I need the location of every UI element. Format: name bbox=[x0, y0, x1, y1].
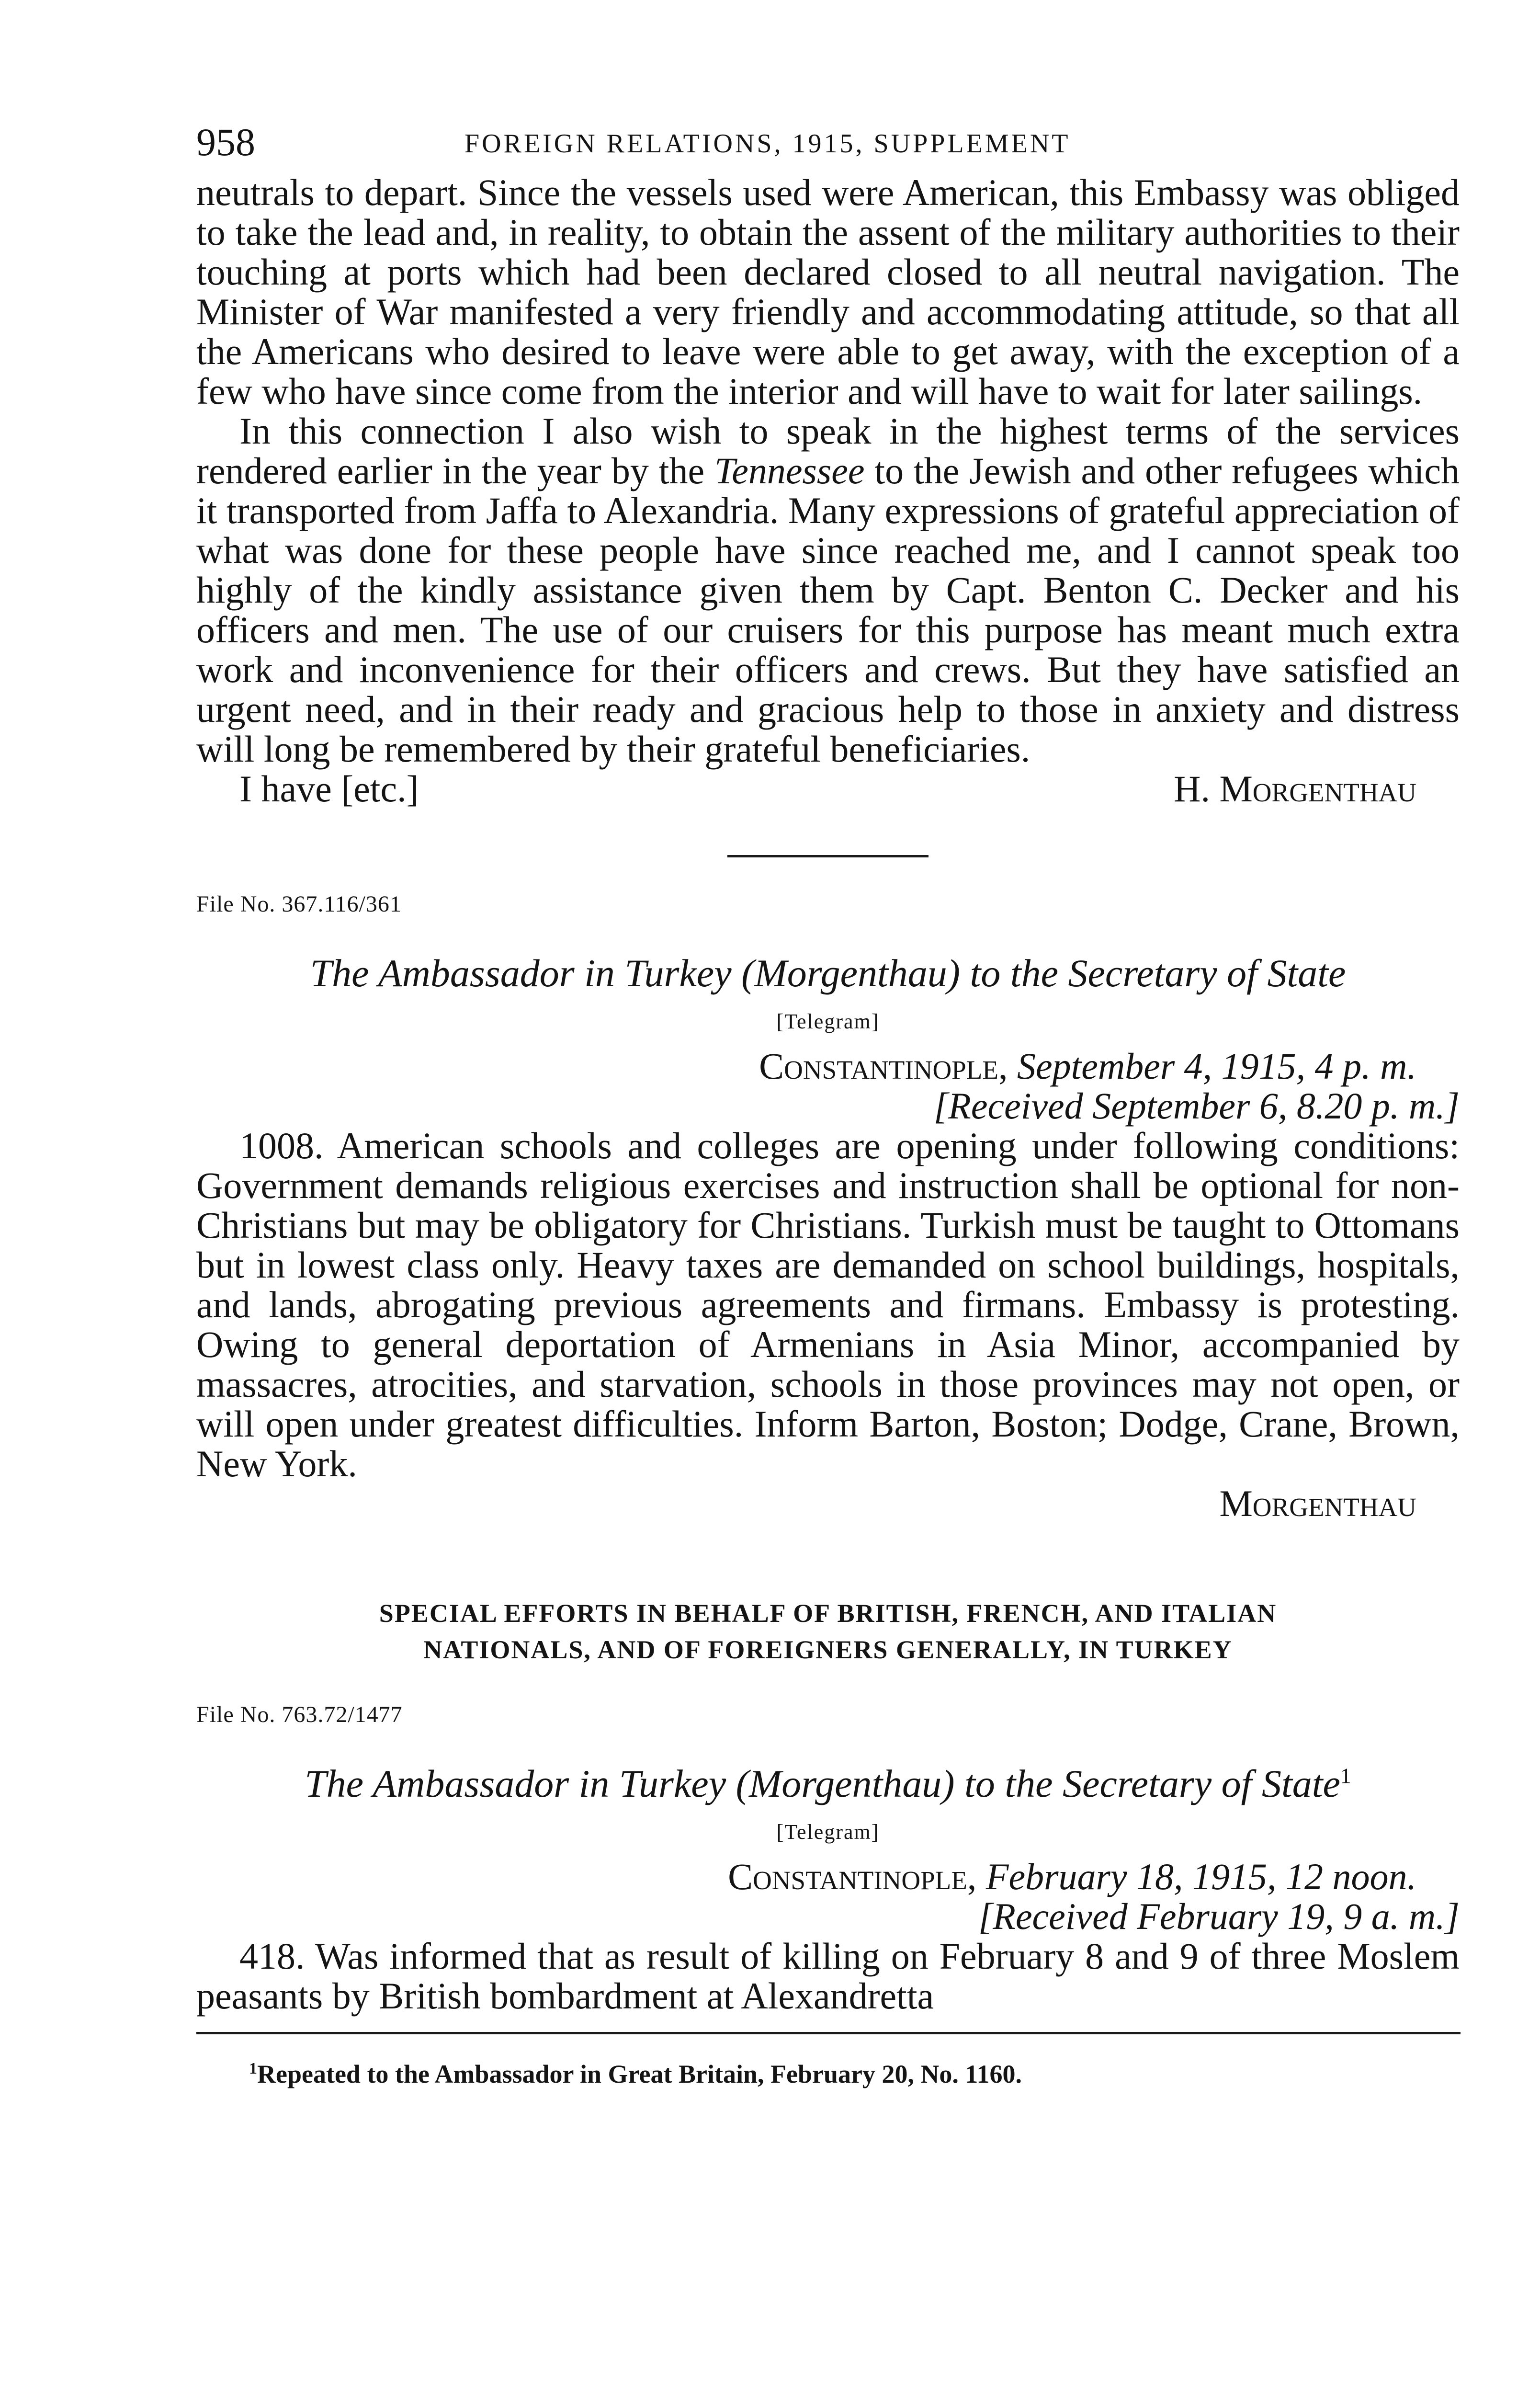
dateline-place: Constantinople, bbox=[759, 1045, 1008, 1087]
document-type: [Telegram] bbox=[776, 1820, 880, 1844]
closing-phrase: I have [etc.] bbox=[239, 768, 419, 810]
document-title bbox=[196, 1761, 1460, 1806]
paragraph-continuation: neutrals to depart. Since the vessels used were American, this Embassy was obliged to take the lead and, in reality, to obtain the assent of the military authorities to their touching at ports which had been declared closed to all neutral navigation. The Minister of War manifested a very friendly and accommodating attitude, so that all the Americans who desired to leave were able to get away, with the exception of a few who have since come from the interior and will have to wait for later sailings. bbox=[196, 171, 1460, 412]
ship-name: Tennessee bbox=[714, 450, 865, 491]
running-header bbox=[196, 120, 1460, 172]
file-number: File No. 763.72/1477 bbox=[196, 1702, 403, 1727]
section-heading-line: SPECIAL EFFORTS IN BEHALF OF BRITISH, FRENCH, AND ITALIAN bbox=[379, 1599, 1277, 1628]
received-line: [Received February 19, 9 a. m.] bbox=[978, 1895, 1460, 1937]
dateline-date: February 18, 1915, 12 noon. bbox=[985, 1856, 1416, 1897]
document-title: The Ambassador in Turkey (Morgenthau) to the Secretary of State bbox=[310, 951, 1346, 995]
page-number: 958 bbox=[196, 120, 255, 164]
running-title: FOREIGN RELATIONS, 1915, SUPPLEMENT bbox=[464, 129, 1071, 159]
footnote bbox=[196, 2059, 1460, 2089]
footnote-text: Repeated to the Ambassador in Great Britain, February 20, No. 1160. bbox=[257, 2060, 1022, 2088]
signature: Morgenthau bbox=[1219, 1483, 1416, 1524]
document-type: [Telegram] bbox=[776, 1010, 880, 1033]
paragraph-text: In this connection I also wish to speak in the highest terms of the services rendered earlier in the year by the bbox=[196, 410, 1460, 491]
dateline bbox=[196, 1046, 1460, 1086]
document-title-text: The Ambassador in Turkey (Morgenthau) to the Secretary of State bbox=[305, 1762, 1340, 1805]
signature: H. Morgenthau bbox=[1174, 768, 1416, 810]
file-number: File No. 367.116/361 bbox=[196, 891, 402, 917]
footnote-marker: 1 bbox=[249, 2060, 257, 2077]
paragraph-text: to the Jewish and other refugees which it transported from Jaffa to Alexandria. Many expressions of grateful appreciation of what was done for these people have since reached me, and I cannot speak too highly of the kindly assistance given them by Capt. Benton C. Decker and his officers and men. The use of our cruisers for this purpose has meant much extra work and inconvenience for their officers and crews. But they have satisfied an urgent need, and in their ready and gracious help to those in anxiety and distress will long be remembered by their grateful beneficiaries. bbox=[196, 450, 1460, 770]
dateline bbox=[196, 1857, 1460, 1896]
telegram-body: 1008. American schools and colleges are opening under following conditions: Government demands religious exercises and instruction shall be optional for non-Christians but may be obligatory for Christians. Turkish must be taught to Ottomans but in lowest class only. Heavy taxes are demanded on school buildings, hospitals, and lands, abrogating previous agreements and firmans. Embassy is protesting. Owing to general deportation of Armenians in Asia Minor, accompanied by massacres, atrocities, and starvation, schools in those provinces may not open, or will open under greatest difficulties. Inform Barton, Boston; Dodge, Crane, Brown, New York. bbox=[196, 1125, 1460, 1484]
section-heading bbox=[196, 1595, 1460, 1668]
telegram-body: 418. Was informed that as result of killing on February 8 and 9 of three Moslem peasants by British bombardment at Alexandretta bbox=[196, 1935, 1460, 2017]
footnote-reference: 1 bbox=[1340, 1763, 1351, 1788]
dateline-date: September 4, 1915, 4 p. m. bbox=[1017, 1045, 1416, 1087]
section-heading-line: NATIONALS, AND OF FOREIGNERS GENERALLY, IN TURKEY bbox=[423, 1635, 1233, 1664]
received-line: [Received September 6, 8.20 p. m.] bbox=[933, 1085, 1460, 1127]
footnote-divider bbox=[196, 2032, 1461, 2034]
paragraph-tennessee bbox=[196, 411, 1460, 769]
dateline-place: Constantinople, bbox=[728, 1856, 977, 1897]
section-divider bbox=[727, 855, 929, 857]
closing-line bbox=[196, 769, 1460, 812]
